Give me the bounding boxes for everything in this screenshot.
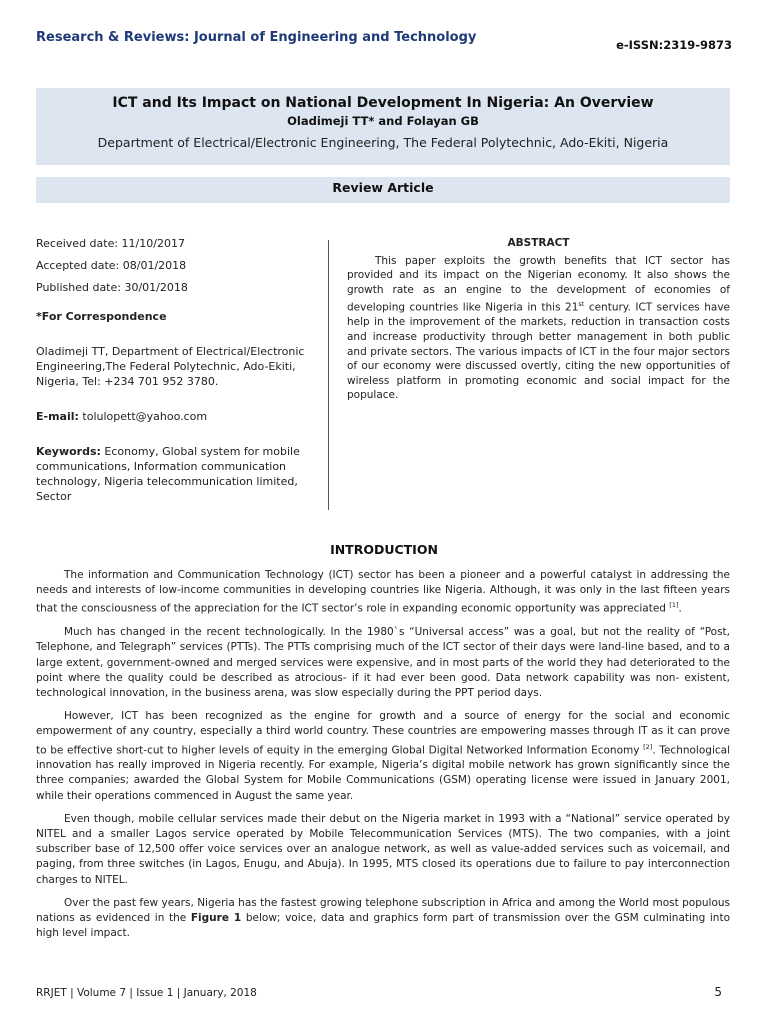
title-block <box>36 88 730 165</box>
keywords-text: Economy, Global system for mobile communications, Information communication technology, Nigeria telecommunication limited, Sector <box>36 445 300 503</box>
citation-ref[interactable]: [2] <box>643 742 653 751</box>
article-title: ICT and Its Impact on National Development In Nigeria: An Overview <box>112 95 654 111</box>
introduction-heading: INTRODUCTION <box>330 542 438 557</box>
affiliation: Department of Electrical/Electronic Engineering, The Federal Polytechnic, Ado-Ekiti, Nigeria <box>97 135 669 150</box>
article-type: Review Article <box>36 177 730 203</box>
accepted-date: Accepted date: 08/01/2018 <box>36 259 187 272</box>
received-date: Received date: 11/10/2017 <box>36 237 185 250</box>
abstract-text-part: This paper exploits the growth benefits that ICT sector has provided and its impact on the Nigerian economy. It also shows the growth rate as an engine to the development of economies of developing countries like Nigeria in this 21 <box>347 254 730 314</box>
email-address[interactable]: tolulopett@yahoo.com <box>78 410 208 423</box>
authors: Oladimeji TT* and Folayan GB <box>287 114 479 128</box>
abstract-superscript: st <box>578 300 585 309</box>
email-label: E-mail: <box>36 410 79 423</box>
abstract-heading: ABSTRACT <box>507 237 570 249</box>
keywords-label: Keywords: <box>36 445 101 458</box>
paragraph <box>36 568 730 617</box>
paragraph-text: Over the past few years, Nigeria has the fastest growing telephone subscription in Africa and among the World most populous nations as evidenced in the <box>36 896 730 925</box>
citation-ref[interactable]: [1] <box>669 601 679 610</box>
footer-citation: RRJET | Volume 7 | Issue 1 | January, 2018 <box>36 987 257 999</box>
paragraph <box>36 896 730 942</box>
journal-title: Research & Reviews: Journal of Engineering and Technology <box>36 30 477 45</box>
paragraph: Much has changed in the recent technologically. In the 1980`s “Universal access” was a goal, but not the reality of “Post, Telephone, and Telegraph” services (PTTs). The PTTs comprising much of the ICT sector of their days were land-line based, and to a large extent, government-owned and merged services were expensive, and in most parts of the world they had deteriorated to the point where the quality could be described as atrocious- if it had ever been good. Data network capability was non- existent, technological innovation, in the business arena, was slow especially during the PPT period days. <box>36 626 730 699</box>
paragraph-text: However, ICT has been recognized as the engine for growth and a source of energy for the social and economic empowerment of any country, especially a third world country. These countries are empowering masses through IT as it can prove to be effective short-cut to higher levels of equity in the emerging Global Digital Networked Information Economy <box>36 710 730 757</box>
column-divider <box>328 240 329 510</box>
paragraph-text: . <box>678 602 682 615</box>
email-line <box>36 409 308 424</box>
keywords <box>36 444 308 504</box>
issn: e-ISSN:2319-9873 <box>616 38 732 52</box>
correspondence-label: *For Correspondence <box>36 310 167 323</box>
article-meta <box>36 236 308 504</box>
figure-link[interactable]: Figure 1 <box>190 912 242 925</box>
abstract-text-part: century. ICT services have help in the improvement of the markets, reduction in transaction costs and increase productivity through better management in both public and private sectors. The various impacts of ICT in the four major sectors of our economy were discussed overtly, citing the new opportunities of wireless platform in promoting economic and social impact for the populace. <box>347 301 730 402</box>
correspondence-address: Oladimeji TT, Department of Electrical/Electronic Engineering,The Federal Polytechnic, Ado-Ekiti, Nigeria, Tel: +234 701 952 3780. <box>36 345 305 388</box>
abstract <box>347 236 730 403</box>
abstract-text <box>347 254 730 403</box>
paragraph-text: below; voice, data and graphics form part of transmission over the GSM culminating into high level impact. <box>36 912 731 940</box>
published-date: Published date: 30/01/2018 <box>36 281 188 294</box>
introduction-body <box>36 568 730 949</box>
paragraph-text: The information and Communication Technology (ICT) sector has been a pioneer and a powerful catalyst in addressing the needs and interests of low-income communities in developing countries like Nigeria. Although, it was only in the last fifteen years that the consciousness of the appreciation for the ICT sector’s role in expanding economic opportunity was appreciated <box>36 569 730 615</box>
paragraph-text: . Technological innovation has really improved in Nigeria recently. For example, Nigeria’s digital mobile network has grown significantly since the three companies; awarded the Global System for Mobile Communications (GSM) operating license were issued in January 2001, while their operations commenced in August the same year. <box>36 744 730 802</box>
page-number: 5 <box>714 985 722 999</box>
paragraph: Even though, mobile cellular services made their debut on the Nigeria market in 1993 with a “National” service operated by NITEL and a smaller Lagos service operated by Mobile Telecommunication Services (MTS). The two companies, with a joint subscriber base of 12,500 offer voice services over an analogue network, as well as value-added services such as voicemail, and paging, from three switches (in Lagos, Enugu, and Abuja). In 1995, MTS closed its operations due to failure to pay interconnection charges to NITEL. <box>36 812 730 886</box>
paragraph <box>36 709 730 804</box>
